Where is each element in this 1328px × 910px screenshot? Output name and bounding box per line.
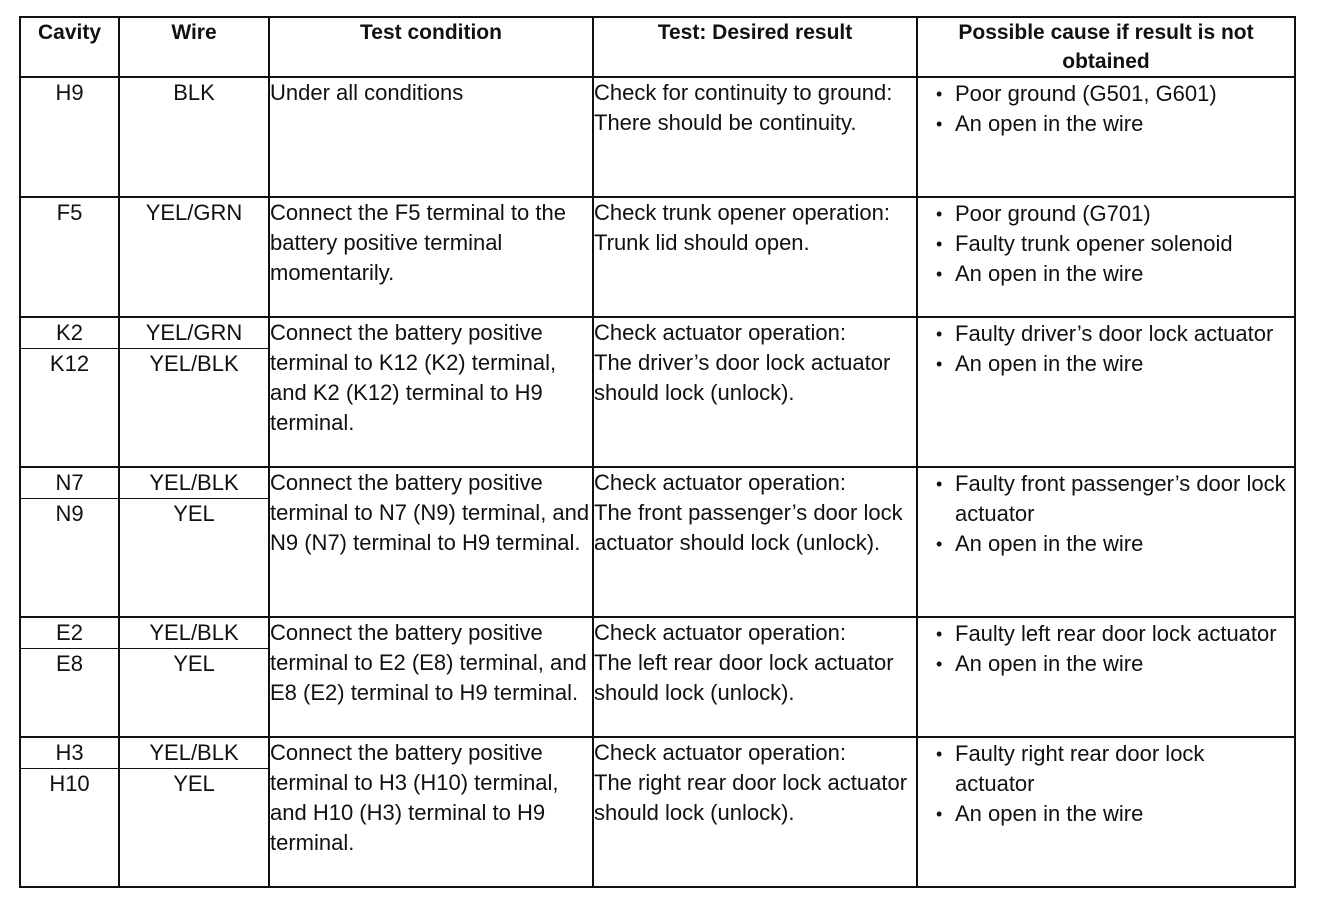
wire-value: YEL <box>120 648 268 679</box>
table-row <box>20 197 1295 317</box>
test-condition: Connect the battery positive terminal to E2 (E8) terminal, and E8 (E2) terminal to H9 terminal. <box>269 617 593 737</box>
cause-item: • An open in the wire <box>932 259 1290 289</box>
cause-item: • Poor ground (G501, G601) <box>932 79 1290 109</box>
table-row <box>20 737 1295 887</box>
header-cavity: Cavity <box>20 17 119 77</box>
result-line: The left rear door lock actuator should lock (unlock). <box>594 650 894 705</box>
cause-item: • Faulty left rear door lock actuator <box>932 619 1290 649</box>
test-condition: Under all conditions <box>269 77 593 197</box>
table-row <box>20 317 1295 467</box>
cause-item: • Faulty driver’s door lock actuator <box>932 319 1290 349</box>
cause-item: • Faulty trunk opener solenoid <box>932 229 1290 259</box>
result-line: Check actuator operation: <box>594 620 846 645</box>
wire-cell <box>119 737 269 887</box>
header-test-condition: Test condition <box>269 17 593 77</box>
header-wire: Wire <box>119 17 269 77</box>
table-row <box>20 467 1295 617</box>
cavity-value: H9 <box>55 80 84 105</box>
possible-cause <box>917 617 1295 737</box>
cavity-value: H10 <box>21 768 118 799</box>
desired-result <box>593 467 917 617</box>
cause-item: • An open in the wire <box>932 529 1290 559</box>
wire-value: YEL/GRN <box>145 200 243 225</box>
cause-item: • Poor ground (G701) <box>932 199 1290 229</box>
test-condition: Connect the battery positive terminal to K12 (K2) terminal, and K2 (K12) terminal to H9 terminal. <box>269 317 593 467</box>
wire-value: YEL <box>120 768 268 799</box>
cause-item: • Faulty front passenger’s door lock actuator <box>932 469 1290 529</box>
wire-cell <box>119 197 269 317</box>
wire-cell <box>119 617 269 737</box>
cavity-cell <box>20 317 119 467</box>
desired-result <box>593 317 917 467</box>
test-condition: Connect the battery positive terminal to H3 (H10) terminal, and H10 (H3) terminal to H9 terminal. <box>269 737 593 887</box>
cavity-cell <box>20 77 119 197</box>
cavity-value: K2 <box>56 320 83 345</box>
cavity-value: F5 <box>56 200 83 225</box>
diagnostic-table <box>19 16 1296 888</box>
possible-cause <box>917 467 1295 617</box>
wire-value: YEL/GRN <box>145 320 243 345</box>
wire-value: YEL/BLK <box>149 470 239 495</box>
result-line: Check actuator operation: <box>594 740 846 765</box>
cause-item: • An open in the wire <box>932 799 1290 829</box>
wire-cell <box>119 467 269 617</box>
header-possible-cause: Possible cause if result is not obtained <box>917 17 1295 77</box>
header-row <box>20 17 1295 77</box>
table-row <box>20 77 1295 197</box>
cavity-value: E2 <box>56 620 83 645</box>
test-condition: Connect the battery positive terminal to N7 (N9) terminal, and N9 (N7) terminal to H9 terminal. <box>269 467 593 617</box>
cavity-value: N7 <box>55 470 84 495</box>
desired-result <box>593 737 917 887</box>
possible-cause <box>917 317 1295 467</box>
result-line: Check trunk opener operation: <box>594 200 890 225</box>
cavity-value: E8 <box>21 648 118 679</box>
cause-item: • Faulty right rear door lock actuator <box>932 739 1290 799</box>
wire-cell <box>119 77 269 197</box>
wire-value: BLK <box>173 80 215 105</box>
possible-cause <box>917 197 1295 317</box>
cavity-value: H3 <box>55 740 84 765</box>
wire-value: YEL <box>120 498 268 529</box>
desired-result <box>593 617 917 737</box>
result-line: The driver’s door lock actuator should lock (unlock). <box>594 350 891 405</box>
cavity-cell <box>20 467 119 617</box>
cause-item: • An open in the wire <box>932 649 1290 679</box>
possible-cause <box>917 77 1295 197</box>
cavity-cell <box>20 197 119 317</box>
result-line: Check for continuity to ground: <box>594 80 893 105</box>
result-line: The front passenger’s door lock actuator should lock (unlock). <box>594 500 903 555</box>
result-line: Check actuator operation: <box>594 470 846 495</box>
possible-cause <box>917 737 1295 887</box>
wire-value: YEL/BLK <box>149 620 239 645</box>
table-row <box>20 617 1295 737</box>
cavity-cell <box>20 617 119 737</box>
cavity-value: N9 <box>21 498 118 529</box>
cause-item: • An open in the wire <box>932 109 1290 139</box>
result-line: Check actuator operation: <box>594 320 846 345</box>
wire-value: YEL/BLK <box>120 348 268 379</box>
test-condition: Connect the F5 terminal to the battery positive terminal momentarily. <box>269 197 593 317</box>
header-desired-result: Test: Desired result <box>593 17 917 77</box>
wire-cell <box>119 317 269 467</box>
result-line: The right rear door lock actuator should lock (unlock). <box>594 770 908 825</box>
wire-value: YEL/BLK <box>149 740 239 765</box>
desired-result <box>593 197 917 317</box>
cavity-cell <box>20 737 119 887</box>
result-line: There should be continuity. <box>594 110 857 135</box>
cavity-value: K12 <box>21 348 118 379</box>
desired-result <box>593 77 917 197</box>
cause-item: • An open in the wire <box>932 349 1290 379</box>
result-line: Trunk lid should open. <box>594 230 810 255</box>
